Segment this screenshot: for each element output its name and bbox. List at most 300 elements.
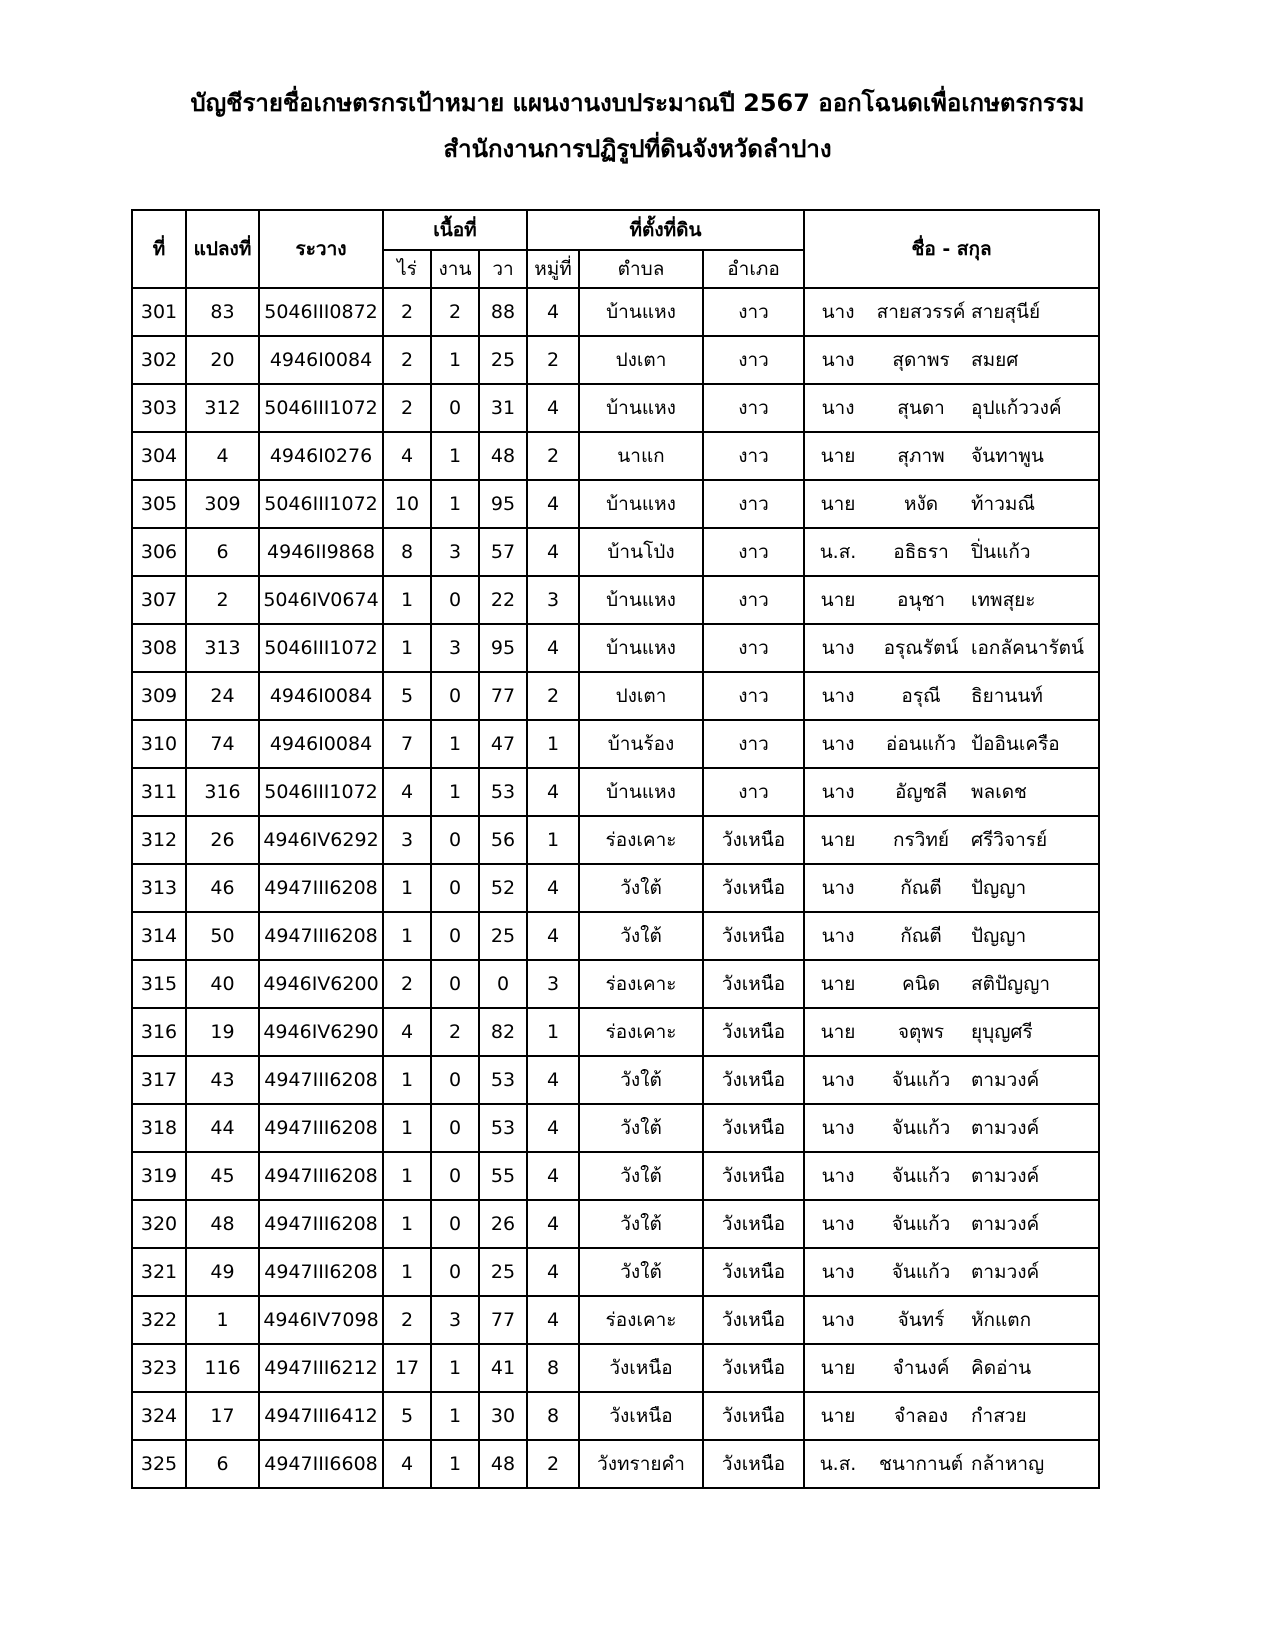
table-row xyxy=(132,672,1099,720)
cell-wa: 0 xyxy=(479,960,527,1008)
cell-rai: 1 xyxy=(383,1200,431,1248)
document-title: บัญชีรายชื่อเกษตรกรเป้าหมาย แผนงานงบประมาณปี 2567 ออกโฉนดเพื่อเกษตรกรรม xyxy=(190,89,1085,117)
cell-wa: 48 xyxy=(479,1440,527,1488)
header-area: เนื้อที่ xyxy=(383,210,527,250)
cell-moo: 4 xyxy=(527,528,579,576)
cell-ngan: 0 xyxy=(431,1248,479,1296)
cell-wa: 95 xyxy=(479,624,527,672)
last-name: หักแตก xyxy=(971,1309,1032,1331)
cell-plot: 17 xyxy=(186,1392,259,1440)
cell-tambon: วังทรายคำ xyxy=(579,1440,703,1488)
table-row xyxy=(132,1200,1099,1248)
cell-ngan: 0 xyxy=(431,960,479,1008)
cell-wa: 57 xyxy=(479,528,527,576)
name-prefix: นาง xyxy=(821,1309,855,1331)
name-prefix: นาง xyxy=(821,685,855,707)
first-name: สุดาพร xyxy=(892,349,950,371)
table-row xyxy=(132,624,1099,672)
cell-rai: 1 xyxy=(383,864,431,912)
first-name: คนิด xyxy=(902,973,941,995)
cell-name xyxy=(804,336,1099,384)
cell-no: 312 xyxy=(132,816,186,864)
cell-wa: 47 xyxy=(479,720,527,768)
cell-sheet: 5046III1072 xyxy=(259,624,383,672)
cell-ngan: 2 xyxy=(431,288,479,336)
cell-amphoe: วังเหนือ xyxy=(703,864,804,912)
cell-amphoe: งาว xyxy=(703,432,804,480)
name-prefix: นาย xyxy=(820,973,856,995)
cell-amphoe: วังเหนือ xyxy=(703,1104,804,1152)
cell-no: 302 xyxy=(132,336,186,384)
first-name: จันทร์ xyxy=(897,1309,945,1331)
last-name: จันทาพูน xyxy=(971,445,1044,467)
first-name: อัญชลี xyxy=(894,781,948,803)
cell-moo: 4 xyxy=(527,1152,579,1200)
name-prefix: นาง xyxy=(821,1261,855,1283)
cell-name xyxy=(804,1296,1099,1344)
cell-wa: 25 xyxy=(479,336,527,384)
cell-plot: 116 xyxy=(186,1344,259,1392)
name-prefix: นาง xyxy=(821,397,855,419)
cell-name xyxy=(804,1440,1099,1488)
cell-sheet: 4946IV6292 xyxy=(259,816,383,864)
first-name: ชนากานต์ xyxy=(879,1453,964,1475)
cell-sheet: 4947III6608 xyxy=(259,1440,383,1488)
cell-wa: 53 xyxy=(479,768,527,816)
first-name: จันแก้ว xyxy=(891,1117,951,1139)
first-name: อธิธรา xyxy=(893,541,949,563)
table-row xyxy=(132,528,1099,576)
cell-name xyxy=(804,720,1099,768)
cell-ngan: 3 xyxy=(431,528,479,576)
cell-rai: 2 xyxy=(383,960,431,1008)
table-row xyxy=(132,432,1099,480)
cell-plot: 50 xyxy=(186,912,259,960)
cell-tambon: วังใต้ xyxy=(579,1056,703,1104)
cell-amphoe: งาว xyxy=(703,384,804,432)
cell-amphoe: วังเหนือ xyxy=(703,1200,804,1248)
name-prefix: นาง xyxy=(821,733,855,755)
cell-moo: 4 xyxy=(527,1104,579,1152)
cell-sheet: 4947III6208 xyxy=(259,864,383,912)
cell-tambon: วังใต้ xyxy=(579,1152,703,1200)
name-prefix: นาย xyxy=(820,1357,856,1379)
cell-ngan: 0 xyxy=(431,1200,479,1248)
cell-no: 308 xyxy=(132,624,186,672)
cell-tambon: วังใต้ xyxy=(579,1104,703,1152)
cell-plot: 43 xyxy=(186,1056,259,1104)
cell-rai: 4 xyxy=(383,768,431,816)
cell-name xyxy=(804,672,1099,720)
cell-ngan: 1 xyxy=(431,336,479,384)
cell-rai: 1 xyxy=(383,624,431,672)
cell-rai: 5 xyxy=(383,1392,431,1440)
cell-wa: 82 xyxy=(479,1008,527,1056)
cell-moo: 3 xyxy=(527,960,579,1008)
last-name: สายสุนีย์ xyxy=(971,301,1041,323)
header-plot: แปลงที่ xyxy=(186,210,259,288)
cell-moo: 8 xyxy=(527,1392,579,1440)
last-name: ปัญญา xyxy=(971,925,1027,947)
cell-no: 314 xyxy=(132,912,186,960)
cell-name xyxy=(804,1200,1099,1248)
cell-name xyxy=(804,864,1099,912)
cell-sheet: 5046III0872 xyxy=(259,288,383,336)
cell-name xyxy=(804,384,1099,432)
cell-tambon: วังใต้ xyxy=(579,864,703,912)
last-name: ตามวงค์ xyxy=(971,1213,1040,1235)
cell-sheet: 4947III6412 xyxy=(259,1392,383,1440)
last-name: ปัญญา xyxy=(971,877,1027,899)
cell-amphoe: วังเหนือ xyxy=(703,816,804,864)
cell-ngan: 0 xyxy=(431,912,479,960)
first-name: กรวิทย์ xyxy=(893,829,950,851)
table-body xyxy=(132,288,1099,1488)
cell-ngan: 0 xyxy=(431,384,479,432)
cell-moo: 4 xyxy=(527,624,579,672)
cell-wa: 88 xyxy=(479,288,527,336)
cell-tambon: วังใต้ xyxy=(579,1200,703,1248)
cell-no: 319 xyxy=(132,1152,186,1200)
cell-plot: 48 xyxy=(186,1200,259,1248)
first-name: จตุพร xyxy=(897,1021,945,1043)
name-prefix: นาย xyxy=(820,1405,856,1427)
cell-sheet: 4946I0276 xyxy=(259,432,383,480)
name-prefix: น.ส. xyxy=(819,1453,857,1475)
table-row xyxy=(132,1152,1099,1200)
cell-plot: 309 xyxy=(186,480,259,528)
name-prefix: นาง xyxy=(821,877,855,899)
table-row xyxy=(132,288,1099,336)
cell-wa: 77 xyxy=(479,1296,527,1344)
first-name: จันแก้ว xyxy=(891,1213,951,1235)
cell-wa: 25 xyxy=(479,912,527,960)
cell-rai: 8 xyxy=(383,528,431,576)
cell-ngan: 2 xyxy=(431,1008,479,1056)
cell-name xyxy=(804,1008,1099,1056)
first-name: จำลอง xyxy=(893,1405,949,1427)
name-prefix: นาย xyxy=(820,445,856,467)
cell-name xyxy=(804,1248,1099,1296)
cell-tambon: บ้านร้อง xyxy=(579,720,703,768)
cell-no: 306 xyxy=(132,528,186,576)
cell-name xyxy=(804,912,1099,960)
table-row xyxy=(132,336,1099,384)
cell-sheet: 4946IV7098 xyxy=(259,1296,383,1344)
cell-tambon: วังเหนือ xyxy=(579,1392,703,1440)
table-row xyxy=(132,1440,1099,1488)
name-prefix: นาง xyxy=(821,925,855,947)
cell-moo: 2 xyxy=(527,336,579,384)
first-name: จันแก้ว xyxy=(891,1261,951,1283)
cell-rai: 2 xyxy=(383,384,431,432)
cell-name xyxy=(804,1392,1099,1440)
last-name: ธิยานนท์ xyxy=(971,685,1043,707)
cell-plot: 20 xyxy=(186,336,259,384)
cell-wa: 48 xyxy=(479,432,527,480)
cell-tambon: บ้านแหง xyxy=(579,384,703,432)
first-name: อรุณรัตน์ xyxy=(883,637,959,659)
cell-amphoe: งาว xyxy=(703,720,804,768)
header-location: ที่ตั้งที่ดิน xyxy=(527,210,804,250)
cell-no: 322 xyxy=(132,1296,186,1344)
last-name: ศรีวิจารย์ xyxy=(971,829,1048,851)
cell-name xyxy=(804,1152,1099,1200)
header-moo: หมู่ที่ xyxy=(527,250,579,288)
name-prefix: นาย xyxy=(820,589,856,611)
cell-ngan: 0 xyxy=(431,1152,479,1200)
cell-moo: 4 xyxy=(527,1056,579,1104)
cell-plot: 312 xyxy=(186,384,259,432)
cell-no: 309 xyxy=(132,672,186,720)
table-row xyxy=(132,768,1099,816)
cell-sheet: 4947III6208 xyxy=(259,1056,383,1104)
cell-no: 316 xyxy=(132,1008,186,1056)
name-prefix: นาง xyxy=(821,637,855,659)
header-amphoe: อำเภอ xyxy=(703,250,804,288)
cell-amphoe: งาว xyxy=(703,288,804,336)
cell-plot: 4 xyxy=(186,432,259,480)
cell-tambon: ปงเตา xyxy=(579,336,703,384)
cell-rai: 4 xyxy=(383,1008,431,1056)
cell-amphoe: งาว xyxy=(703,672,804,720)
cell-rai: 5 xyxy=(383,672,431,720)
cell-ngan: 1 xyxy=(431,1344,479,1392)
cell-tambon: บ้านโป่ง xyxy=(579,528,703,576)
name-prefix: นาง xyxy=(821,349,855,371)
cell-no: 317 xyxy=(132,1056,186,1104)
name-prefix: นาง xyxy=(821,781,855,803)
first-name: อ่อนแก้ว xyxy=(885,733,957,755)
last-name: สมยศ xyxy=(971,349,1019,371)
cell-moo: 4 xyxy=(527,1200,579,1248)
table-row xyxy=(132,720,1099,768)
header-wa: วา xyxy=(479,250,527,288)
cell-plot: 74 xyxy=(186,720,259,768)
cell-moo: 4 xyxy=(527,864,579,912)
header-name: ชื่อ - สกุล xyxy=(804,210,1099,288)
table-row xyxy=(132,816,1099,864)
cell-amphoe: วังเหนือ xyxy=(703,1440,804,1488)
cell-wa: 53 xyxy=(479,1104,527,1152)
cell-rai: 4 xyxy=(383,432,431,480)
cell-no: 315 xyxy=(132,960,186,1008)
cell-amphoe: งาว xyxy=(703,624,804,672)
cell-tambon: วังใต้ xyxy=(579,912,703,960)
cell-sheet: 4947III6208 xyxy=(259,1248,383,1296)
cell-amphoe: วังเหนือ xyxy=(703,1344,804,1392)
cell-plot: 83 xyxy=(186,288,259,336)
cell-amphoe: วังเหนือ xyxy=(703,1056,804,1104)
cell-plot: 1 xyxy=(186,1296,259,1344)
table-row xyxy=(132,480,1099,528)
table-row xyxy=(132,1008,1099,1056)
cell-plot: 24 xyxy=(186,672,259,720)
table-row xyxy=(132,576,1099,624)
header-sheet: ระวาง xyxy=(259,210,383,288)
cell-rai: 17 xyxy=(383,1344,431,1392)
table-row xyxy=(132,864,1099,912)
last-name: คิดอ่าน xyxy=(971,1357,1032,1379)
cell-no: 307 xyxy=(132,576,186,624)
cell-name xyxy=(804,624,1099,672)
cell-wa: 52 xyxy=(479,864,527,912)
first-name: สุภาพ xyxy=(897,445,945,467)
cell-plot: 6 xyxy=(186,1440,259,1488)
cell-amphoe: งาว xyxy=(703,480,804,528)
cell-moo: 8 xyxy=(527,1344,579,1392)
cell-rai: 7 xyxy=(383,720,431,768)
first-name: สุนดา xyxy=(897,397,945,419)
office-subtitle: สำนักงานการปฏิรูปที่ดินจังหวัดลำปาง xyxy=(443,135,832,163)
first-name: จำนงค์ xyxy=(892,1357,950,1379)
table-row xyxy=(132,1056,1099,1104)
last-name: ป้ออินเครือ xyxy=(971,733,1060,755)
cell-rai: 1 xyxy=(383,1248,431,1296)
cell-wa: 31 xyxy=(479,384,527,432)
name-prefix: นาย xyxy=(820,829,856,851)
cell-moo: 4 xyxy=(527,768,579,816)
cell-ngan: 1 xyxy=(431,432,479,480)
cell-tambon: บ้านแหง xyxy=(579,288,703,336)
cell-name xyxy=(804,288,1099,336)
cell-wa: 77 xyxy=(479,672,527,720)
last-name: กล้าหาญ xyxy=(971,1453,1045,1475)
cell-wa: 95 xyxy=(479,480,527,528)
cell-ngan: 0 xyxy=(431,1104,479,1152)
cell-moo: 1 xyxy=(527,1008,579,1056)
cell-wa: 55 xyxy=(479,1152,527,1200)
name-prefix: น.ส. xyxy=(819,541,857,563)
cell-wa: 30 xyxy=(479,1392,527,1440)
cell-ngan: 1 xyxy=(431,1392,479,1440)
last-name: ตามวงค์ xyxy=(971,1261,1040,1283)
table-row xyxy=(132,1296,1099,1344)
cell-rai: 2 xyxy=(383,1296,431,1344)
cell-no: 303 xyxy=(132,384,186,432)
cell-amphoe: งาว xyxy=(703,576,804,624)
cell-amphoe: งาว xyxy=(703,336,804,384)
cell-tambon: ร่องเคาะ xyxy=(579,816,703,864)
last-name: สติปัญญา xyxy=(971,973,1051,995)
cell-tambon: ร่องเคาะ xyxy=(579,1296,703,1344)
first-name: หงัด xyxy=(903,493,939,515)
cell-sheet: 4946IV6290 xyxy=(259,1008,383,1056)
cell-no: 320 xyxy=(132,1200,186,1248)
cell-name xyxy=(804,768,1099,816)
cell-ngan: 3 xyxy=(431,624,479,672)
table-row xyxy=(132,384,1099,432)
name-prefix: นาง xyxy=(821,1069,855,1091)
last-name: ยุบุญศรี xyxy=(971,1021,1033,1043)
cell-moo: 4 xyxy=(527,912,579,960)
cell-tambon: ร่องเคาะ xyxy=(579,1008,703,1056)
last-name: ตามวงค์ xyxy=(971,1117,1040,1139)
cell-sheet: 4946IV6200 xyxy=(259,960,383,1008)
cell-wa: 41 xyxy=(479,1344,527,1392)
cell-rai: 2 xyxy=(383,288,431,336)
name-prefix: นาย xyxy=(820,1021,856,1043)
name-prefix: นาง xyxy=(821,1165,855,1187)
cell-amphoe: วังเหนือ xyxy=(703,1008,804,1056)
cell-plot: 313 xyxy=(186,624,259,672)
cell-sheet: 4947III6212 xyxy=(259,1344,383,1392)
cell-tambon: บ้านแหง xyxy=(579,768,703,816)
cell-name xyxy=(804,960,1099,1008)
cell-moo: 4 xyxy=(527,288,579,336)
cell-no: 313 xyxy=(132,864,186,912)
cell-ngan: 0 xyxy=(431,864,479,912)
last-name: ท้าวมณี xyxy=(971,493,1036,515)
cell-sheet: 4946I0084 xyxy=(259,336,383,384)
cell-moo: 2 xyxy=(527,1440,579,1488)
cell-no: 324 xyxy=(132,1392,186,1440)
cell-plot: 40 xyxy=(186,960,259,1008)
cell-ngan: 1 xyxy=(431,480,479,528)
cell-plot: 26 xyxy=(186,816,259,864)
cell-tambon: นาแก xyxy=(579,432,703,480)
header-rai: ไร่ xyxy=(383,250,431,288)
cell-rai: 1 xyxy=(383,1104,431,1152)
cell-plot: 2 xyxy=(186,576,259,624)
cell-amphoe: วังเหนือ xyxy=(703,1296,804,1344)
header-ngan: งาน xyxy=(431,250,479,288)
first-name: จันแก้ว xyxy=(891,1069,951,1091)
cell-plot: 6 xyxy=(186,528,259,576)
cell-tambon: ร่องเคาะ xyxy=(579,960,703,1008)
cell-sheet: 4947III6208 xyxy=(259,912,383,960)
cell-moo: 4 xyxy=(527,1248,579,1296)
table-row xyxy=(132,1248,1099,1296)
cell-name xyxy=(804,1104,1099,1152)
cell-ngan: 0 xyxy=(431,672,479,720)
cell-ngan: 0 xyxy=(431,816,479,864)
cell-rai: 4 xyxy=(383,1440,431,1488)
cell-rai: 2 xyxy=(383,336,431,384)
last-name: ตามวงค์ xyxy=(971,1165,1040,1187)
cell-no: 305 xyxy=(132,480,186,528)
last-name: อุปแก้ววงค์ xyxy=(971,397,1062,419)
cell-tambon: บ้านแหง xyxy=(579,624,703,672)
farmer-register-table xyxy=(131,209,1100,1489)
cell-wa: 53 xyxy=(479,1056,527,1104)
cell-moo: 2 xyxy=(527,432,579,480)
cell-name xyxy=(804,576,1099,624)
cell-ngan: 1 xyxy=(431,768,479,816)
cell-sheet: 4947III6208 xyxy=(259,1104,383,1152)
cell-amphoe: งาว xyxy=(703,528,804,576)
name-prefix: นาง xyxy=(821,1117,855,1139)
cell-name xyxy=(804,1056,1099,1104)
cell-amphoe: วังเหนือ xyxy=(703,912,804,960)
cell-no: 321 xyxy=(132,1248,186,1296)
cell-wa: 26 xyxy=(479,1200,527,1248)
cell-moo: 4 xyxy=(527,480,579,528)
cell-sheet: 5046III1072 xyxy=(259,768,383,816)
first-name: กัณตี xyxy=(900,925,942,947)
cell-name xyxy=(804,1344,1099,1392)
cell-name xyxy=(804,480,1099,528)
cell-sheet: 4947III6208 xyxy=(259,1152,383,1200)
table-row xyxy=(132,1104,1099,1152)
cell-tambon: ปงเตา xyxy=(579,672,703,720)
cell-rai: 1 xyxy=(383,1152,431,1200)
cell-sheet: 4946I0084 xyxy=(259,720,383,768)
cell-rai: 1 xyxy=(383,1056,431,1104)
first-name: กัณตี xyxy=(900,877,942,899)
first-name: อนุชา xyxy=(897,589,946,611)
cell-wa: 25 xyxy=(479,1248,527,1296)
